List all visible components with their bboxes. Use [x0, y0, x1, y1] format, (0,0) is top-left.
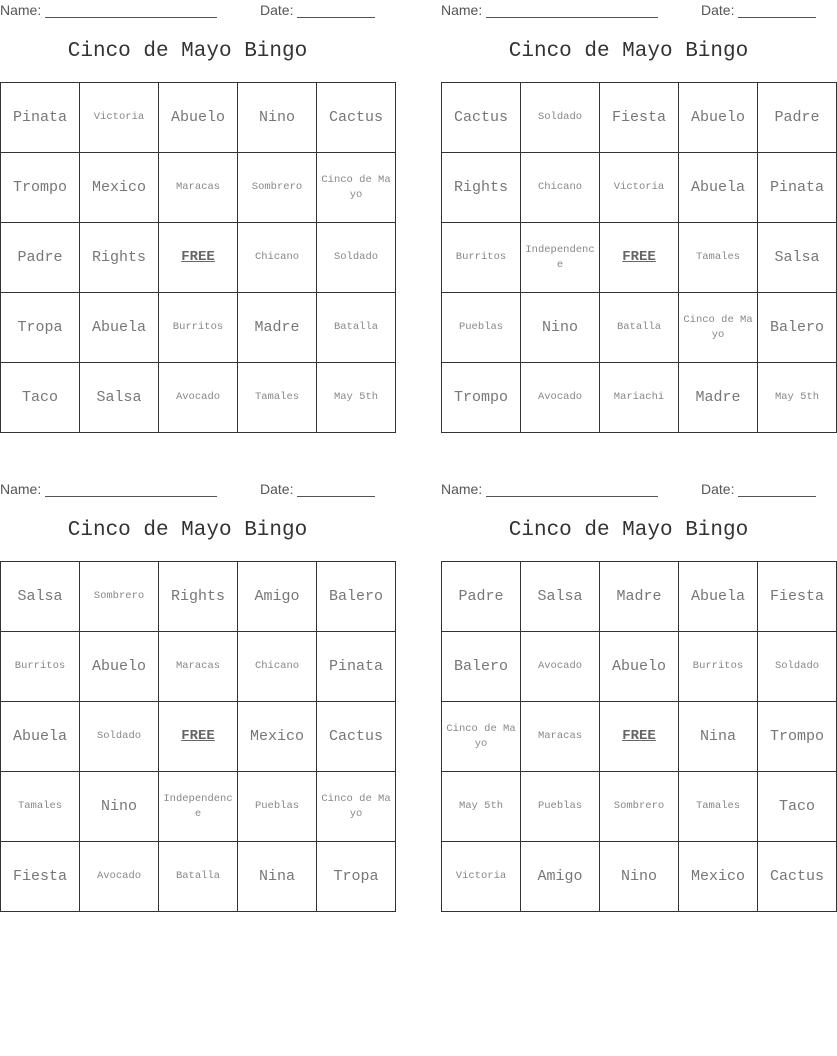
- bingo-cell[interactable]: Rights: [442, 153, 521, 223]
- bingo-cell[interactable]: Trompo: [758, 702, 837, 772]
- name-field[interactable]: [45, 496, 217, 497]
- bingo-row: [442, 562, 837, 632]
- bingo-card: [441, 479, 824, 885]
- bingo-row: [442, 632, 837, 702]
- bingo-cell[interactable]: Chicano: [238, 632, 317, 702]
- bingo-cell[interactable]: Burritos: [442, 223, 521, 293]
- bingo-cell[interactable]: Abuela: [1, 702, 80, 772]
- date-label: Date:: [260, 481, 294, 497]
- name-field[interactable]: [486, 17, 658, 18]
- bingo-cell[interactable]: Cinco de Mayo: [442, 702, 521, 772]
- bingo-row: [442, 702, 837, 772]
- bingo-cell[interactable]: Independence: [521, 223, 600, 293]
- bingo-cell[interactable]: Sombrero: [600, 772, 679, 842]
- bingo-cell[interactable]: Tropa: [1, 293, 80, 363]
- bingo-cell[interactable]: Cactus: [442, 83, 521, 153]
- bingo-cell[interactable]: Salsa: [1, 562, 80, 632]
- bingo-cell[interactable]: Salsa: [758, 223, 837, 293]
- bingo-card: [0, 479, 391, 885]
- card-header: [0, 481, 375, 499]
- bingo-cell[interactable]: Abuelo: [600, 632, 679, 702]
- bingo-cell[interactable]: Mexico: [679, 842, 758, 912]
- bingo-row: [1, 562, 396, 632]
- bingo-cell[interactable]: Tamales: [679, 223, 758, 293]
- bingo-cell[interactable]: Nina: [238, 842, 317, 912]
- bingo-cell[interactable]: Sombrero: [238, 153, 317, 223]
- bingo-cell[interactable]: Burritos: [1, 632, 80, 702]
- bingo-cell[interactable]: Abuelo: [80, 632, 159, 702]
- bingo-cell[interactable]: Maracas: [521, 702, 600, 772]
- bingo-row: [1, 83, 396, 153]
- bingo-cell[interactable]: Nino: [80, 772, 159, 842]
- bingo-row: [442, 223, 837, 293]
- bingo-grid: [441, 82, 837, 433]
- bingo-cell[interactable]: Avocado: [159, 363, 238, 433]
- bingo-cell[interactable]: Balero: [758, 293, 837, 363]
- bingo-row: [442, 842, 837, 912]
- bingo-cell[interactable]: Fiesta: [600, 83, 679, 153]
- bingo-card: [0, 0, 391, 406]
- bingo-cell[interactable]: Pueblas: [442, 293, 521, 363]
- bingo-cell[interactable]: Madre: [679, 363, 758, 433]
- bingo-cell[interactable]: Amigo: [521, 842, 600, 912]
- bingo-row: [1, 702, 396, 772]
- bingo-cell[interactable]: Soldado: [521, 83, 600, 153]
- bingo-cell[interactable]: Independence: [159, 772, 238, 842]
- bingo-cell[interactable]: Burritos: [679, 632, 758, 702]
- bingo-cell[interactable]: Abuela: [679, 562, 758, 632]
- bingo-cell[interactable]: Soldado: [317, 223, 396, 293]
- bingo-cell[interactable]: May 5th: [317, 363, 396, 433]
- name-label: Name:: [441, 2, 483, 18]
- bingo-cell[interactable]: Pueblas: [238, 772, 317, 842]
- bingo-row: [442, 363, 837, 433]
- bingo-cell[interactable]: Cinco de Mayo: [317, 772, 396, 842]
- bingo-cell[interactable]: Batalla: [600, 293, 679, 363]
- bingo-cell[interactable]: Cinco de Mayo: [317, 153, 396, 223]
- bingo-cell[interactable]: Fiesta: [1, 842, 80, 912]
- bingo-grid: [0, 561, 396, 912]
- bingo-cell[interactable]: Balero: [317, 562, 396, 632]
- bingo-cell[interactable]: Madre: [238, 293, 317, 363]
- bingo-cell[interactable]: Victoria: [80, 83, 159, 153]
- bingo-cell[interactable]: Tamales: [238, 363, 317, 433]
- bingo-cell[interactable]: Tropa: [317, 842, 396, 912]
- bingo-card: [441, 0, 824, 406]
- bingo-cell[interactable]: Pinata: [317, 632, 396, 702]
- bingo-cell[interactable]: Balero: [442, 632, 521, 702]
- bingo-cell[interactable]: Tamales: [679, 772, 758, 842]
- card-title: Cinco de Mayo Bingo: [508, 40, 749, 63]
- bingo-cell[interactable]: Trompo: [1, 153, 80, 223]
- bingo-row: [442, 772, 837, 842]
- bingo-cell[interactable]: Soldado: [758, 632, 837, 702]
- date-label: Date:: [260, 2, 294, 18]
- bingo-row: [1, 223, 396, 293]
- date-field[interactable]: [738, 17, 816, 18]
- bingo-cell[interactable]: Padre: [1, 223, 80, 293]
- free-space[interactable]: FREE: [600, 223, 679, 293]
- bingo-cell[interactable]: Mexico: [80, 153, 159, 223]
- bingo-cell[interactable]: Victoria: [442, 842, 521, 912]
- card-title: Cinco de Mayo Bingo: [67, 519, 308, 542]
- name-label: Name:: [441, 481, 483, 497]
- bingo-cell[interactable]: Abuela: [80, 293, 159, 363]
- bingo-row: [442, 153, 837, 223]
- bingo-cell[interactable]: Pueblas: [521, 772, 600, 842]
- bingo-row: [1, 293, 396, 363]
- bingo-cell[interactable]: Maracas: [159, 153, 238, 223]
- bingo-cell[interactable]: Nino: [600, 842, 679, 912]
- bingo-cell[interactable]: Batalla: [159, 842, 238, 912]
- bingo-row: [1, 632, 396, 702]
- bingo-cell[interactable]: Salsa: [80, 363, 159, 433]
- card-title: Cinco de Mayo Bingo: [67, 40, 308, 63]
- bingo-cell[interactable]: Nino: [238, 83, 317, 153]
- date-label: Date:: [701, 2, 735, 18]
- bingo-cell[interactable]: Taco: [758, 772, 837, 842]
- free-space[interactable]: FREE: [159, 223, 238, 293]
- bingo-cell[interactable]: Trompo: [442, 363, 521, 433]
- bingo-cell[interactable]: Nina: [679, 702, 758, 772]
- card-title: Cinco de Mayo Bingo: [508, 519, 749, 542]
- date-field[interactable]: [297, 17, 375, 18]
- name-field[interactable]: [486, 496, 658, 497]
- bingo-cell[interactable]: Burritos: [159, 293, 238, 363]
- bingo-row: [1, 842, 396, 912]
- bingo-cell[interactable]: Padre: [758, 83, 837, 153]
- bingo-cell[interactable]: Maracas: [159, 632, 238, 702]
- bingo-cell[interactable]: Cactus: [317, 83, 396, 153]
- bingo-cell[interactable]: Sombrero: [80, 562, 159, 632]
- bingo-cell[interactable]: Pinata: [758, 153, 837, 223]
- bingo-cell[interactable]: May 5th: [758, 363, 837, 433]
- card-header: [441, 2, 816, 20]
- bingo-row: [442, 83, 837, 153]
- bingo-cell[interactable]: Rights: [80, 223, 159, 293]
- card-header: [0, 2, 375, 20]
- bingo-cell[interactable]: Tamales: [1, 772, 80, 842]
- free-space[interactable]: FREE: [600, 702, 679, 772]
- bingo-cell[interactable]: Mariachi: [600, 363, 679, 433]
- bingo-cell[interactable]: Victoria: [600, 153, 679, 223]
- bingo-cell[interactable]: Chicano: [238, 223, 317, 293]
- bingo-cell[interactable]: Madre: [600, 562, 679, 632]
- bingo-grid: [441, 561, 837, 912]
- bingo-cell[interactable]: Abuela: [679, 153, 758, 223]
- name-label: Name:: [0, 481, 42, 497]
- bingo-cell[interactable]: Cactus: [758, 842, 837, 912]
- bingo-cell[interactable]: Taco: [1, 363, 80, 433]
- free-space[interactable]: FREE: [159, 702, 238, 772]
- bingo-cell[interactable]: Mexico: [238, 702, 317, 772]
- card-header: [441, 481, 816, 499]
- bingo-cell[interactable]: Batalla: [317, 293, 396, 363]
- bingo-cell[interactable]: Cinco de Mayo: [679, 293, 758, 363]
- bingo-cell[interactable]: Rights: [159, 562, 238, 632]
- bingo-cell[interactable]: May 5th: [442, 772, 521, 842]
- bingo-cell[interactable]: Fiesta: [758, 562, 837, 632]
- bingo-cell[interactable]: Amigo: [238, 562, 317, 632]
- bingo-row: [1, 153, 396, 223]
- bingo-row: [442, 293, 837, 363]
- bingo-row: [1, 363, 396, 433]
- bingo-cell[interactable]: Pinata: [1, 83, 80, 153]
- date-field[interactable]: [738, 496, 816, 497]
- bingo-cell[interactable]: Chicano: [521, 153, 600, 223]
- bingo-cell[interactable]: Padre: [442, 562, 521, 632]
- bingo-cell[interactable]: Avocado: [80, 842, 159, 912]
- bingo-cell[interactable]: Nino: [521, 293, 600, 363]
- bingo-cell[interactable]: Soldado: [80, 702, 159, 772]
- bingo-cell[interactable]: Abuelo: [159, 83, 238, 153]
- bingo-cell[interactable]: Avocado: [521, 632, 600, 702]
- bingo-cell[interactable]: Salsa: [521, 562, 600, 632]
- date-label: Date:: [701, 481, 735, 497]
- bingo-row: [1, 772, 396, 842]
- bingo-cell[interactable]: Abuelo: [679, 83, 758, 153]
- name-label: Name:: [0, 2, 42, 18]
- bingo-grid: [0, 82, 396, 433]
- bingo-cell[interactable]: Cactus: [317, 702, 396, 772]
- bingo-cell[interactable]: Avocado: [521, 363, 600, 433]
- date-field[interactable]: [297, 496, 375, 497]
- name-field[interactable]: [45, 17, 217, 18]
